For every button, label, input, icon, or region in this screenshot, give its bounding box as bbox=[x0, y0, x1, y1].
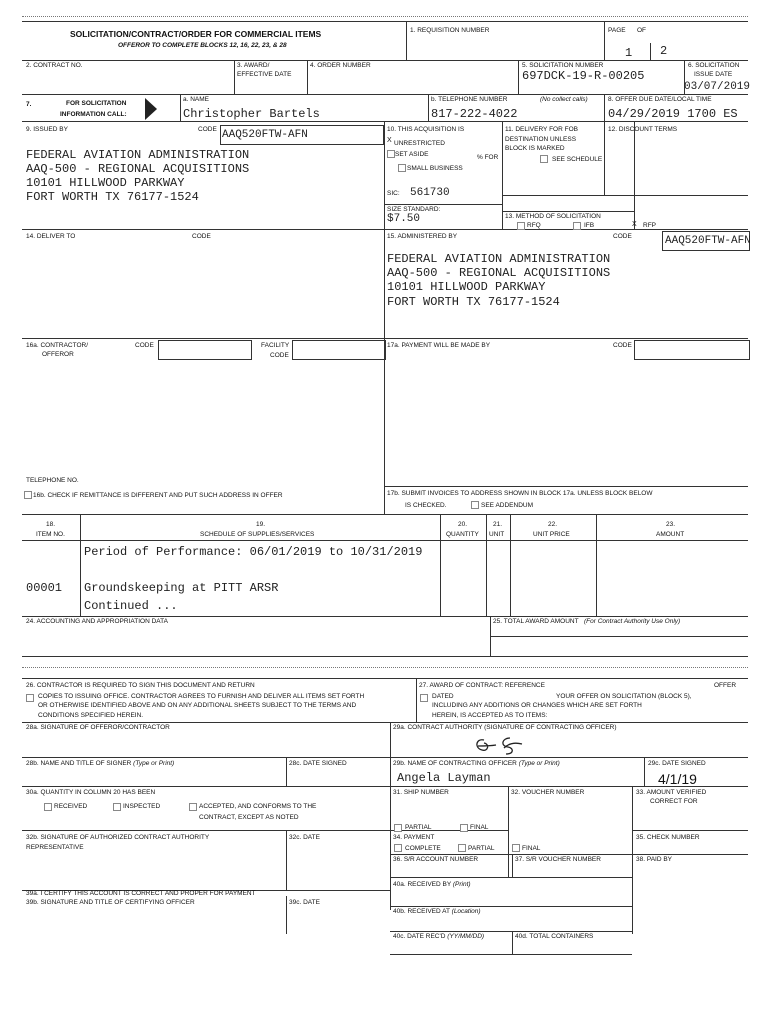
payment-final-label: FINAL bbox=[522, 845, 541, 852]
contractor-sign-label: 26. CONTRACTOR IS REQUIRED TO SIGN THIS DOCUMENT AND RETURN bbox=[26, 682, 255, 689]
col-item-no: ITEM NO. bbox=[36, 531, 65, 538]
of-label: OF bbox=[637, 27, 647, 34]
block27-line-3: HEREIN, IS ACCEPTED AS TO ITEMS: bbox=[432, 712, 548, 719]
col-unit-price-num: 22. bbox=[548, 521, 558, 528]
payment-complete-checkbox[interactable] bbox=[394, 844, 402, 852]
percent-for-label: % FOR bbox=[477, 154, 499, 161]
block26-checkbox[interactable] bbox=[26, 694, 34, 702]
form-subtitle: OFFEROR TO COMPLETE BLOCKS 12, 16, 22, 23, & 28 bbox=[118, 42, 287, 49]
info-call-label-2: INFORMATION CALL: bbox=[60, 111, 127, 118]
administered-code: AAQ520FTW-AFN bbox=[665, 235, 751, 247]
block27-line-2: INCLUDING ANY ADDITIONS OR CHANGES WHICH ARE SET FORTH bbox=[432, 702, 642, 709]
order-number-label: 4. ORDER NUMBER bbox=[310, 62, 371, 69]
ship-final-label: FINAL bbox=[470, 824, 489, 831]
solicitation-number-label: 5. SOLICITATION NUMBER bbox=[522, 62, 604, 69]
administered-address-4: FORT WORTH TX 76177-1524 bbox=[387, 295, 560, 309]
ship-partial-label: PARTIAL bbox=[405, 824, 432, 831]
total-award-label: 25. TOTAL AWARD AMOUNT bbox=[493, 618, 579, 625]
col-schedule-num: 19. bbox=[256, 521, 266, 528]
contractor-label: 16a. CONTRACTOR/ bbox=[26, 342, 89, 349]
method-label: 13. METHOD OF SOLICITATION bbox=[505, 213, 601, 220]
date-signed-value: 4/1/19 bbox=[658, 771, 697, 787]
see-addendum-label: SEE ADDENDUM bbox=[481, 502, 534, 509]
ship-partial-checkbox[interactable] bbox=[394, 824, 402, 832]
submit-invoices-label: 17b. SUBMIT INVOICES TO ADDRESS SHOWN IN BLOCK 17a. UNLESS BLOCK BELOW bbox=[387, 490, 653, 497]
offer-due-value: 04/29/2019 1700 ES bbox=[608, 107, 738, 121]
sic-label: SIC: bbox=[387, 190, 400, 197]
set-aside-label: SET ASIDE bbox=[395, 151, 429, 158]
col-quantity-num: 20. bbox=[458, 521, 468, 528]
accepted-label-2: CONTRACT, EXCEPT AS NOTED bbox=[199, 814, 299, 821]
arrow-right-icon bbox=[145, 98, 157, 120]
block7-number: 7. bbox=[26, 101, 32, 108]
remittance-checkbox[interactable] bbox=[24, 491, 32, 499]
payment-final-checkbox[interactable] bbox=[512, 844, 520, 852]
payment-by-label: 17a. PAYMENT WILL BE MADE BY bbox=[387, 342, 491, 349]
offer-due-label: 8. OFFER DUE DATE/LOCAL TIME bbox=[608, 96, 712, 103]
authorized-signature-label: 32b. SIGNATURE OF AUTHORIZED CONTRACT AUTHORITY bbox=[26, 834, 210, 841]
certifying-officer-label: 39b. SIGNATURE AND TITLE OF CERTIFYING OFFICER bbox=[26, 899, 195, 906]
received-at-label: 40b. RECEIVED AT (Location) bbox=[393, 908, 481, 915]
facility-label: FACILITY bbox=[261, 342, 290, 349]
quantity-col20-label: 30a. QUANTITY IN COLUMN 20 HAS BEEN bbox=[26, 789, 156, 796]
correct-for-label: CORRECT FOR bbox=[650, 798, 698, 805]
col-item-no-num: 18. bbox=[46, 521, 56, 528]
unrestricted-label: UNRESTRICTED bbox=[394, 140, 445, 147]
block26-line-1: COPIES TO ISSUING OFFICE. CONTRACTOR AGREES TO FURNISH AND DELIVER ALL ITEMS SET FORTH bbox=[38, 693, 365, 700]
issued-by-address-3: 10101 HILLWOOD PARKWAY bbox=[26, 176, 185, 190]
date-39c-label: 39c. DATE bbox=[289, 899, 320, 906]
ship-final-checkbox[interactable] bbox=[460, 824, 468, 832]
page-number: 1 bbox=[625, 46, 633, 60]
administered-address-3: 10101 HILLWOOD PARKWAY bbox=[387, 280, 546, 294]
date-signed-29c-label: 29c. DATE SIGNED bbox=[648, 760, 706, 767]
sic-value: 561730 bbox=[410, 187, 450, 199]
offeror-signature-label: 28a. SIGNATURE OF OFFEROR/CONTRACTOR bbox=[26, 724, 170, 731]
info-call-label: FOR SOLICITATION bbox=[66, 100, 127, 107]
telephone-value: 817-222-4022 bbox=[431, 107, 518, 121]
contracting-officer-signature bbox=[470, 734, 530, 758]
certify-label: 39a. I CERTIFY THIS ACCOUNT IS CORRECT AND PROPER FOR PAYMENT bbox=[26, 890, 256, 897]
your-offer-label: YOUR OFFER ON SOLICITATION (BLOCK 5), bbox=[556, 693, 692, 700]
inspected-checkbox[interactable] bbox=[113, 803, 121, 811]
administered-address-1: FEDERAL AVIATION ADMINISTRATION bbox=[387, 252, 611, 266]
rfp-check-mark: X bbox=[632, 221, 637, 228]
col-unit-num: 21. bbox=[493, 521, 503, 528]
deliver-to-label: 14. DELIVER TO bbox=[26, 233, 76, 240]
contract-no-label: 2. CONTRACT NO. bbox=[26, 62, 83, 69]
size-standard-label: SIZE STANDARD: bbox=[387, 206, 441, 213]
ifb-label: IFB bbox=[584, 222, 595, 229]
block27-checkbox[interactable] bbox=[420, 694, 428, 702]
rfp-label: RFP bbox=[643, 222, 656, 229]
date-signed-28c-label: 28c. DATE SIGNED bbox=[289, 760, 347, 767]
representative-label: REPRESENTATIVE bbox=[26, 844, 84, 851]
award-label: 3. AWARD/ bbox=[237, 62, 270, 69]
col-amount-num: 23. bbox=[666, 521, 676, 528]
continued-note: Continued ... bbox=[84, 599, 178, 613]
telephone-no-label: TELEPHONE NO. bbox=[26, 477, 79, 484]
contact-name: Christopher Bartels bbox=[183, 107, 320, 121]
offeror-label: OFFEROR bbox=[42, 351, 74, 358]
deliver-to-code-label: CODE bbox=[192, 233, 211, 240]
check-number-label: 35. CHECK NUMBER bbox=[636, 834, 700, 841]
paid-by-label: 38. PAID BY bbox=[636, 856, 673, 863]
accepted-label: ACCEPTED, AND CONFORMS TO THE bbox=[199, 803, 317, 810]
solicitation-number-value: 697DCK-19-R-00205 bbox=[522, 69, 645, 83]
see-addendum-checkbox[interactable] bbox=[471, 501, 479, 509]
received-by-label: 40a. RECEIVED BY (Print) bbox=[393, 881, 471, 888]
rfq-label: RFQ bbox=[527, 222, 541, 229]
col-schedule: SCHEDULE OF SUPPLIES/SERVICES bbox=[200, 531, 315, 538]
page-total: 2 bbox=[660, 44, 668, 58]
telephone-label: b. TELEPHONE NUMBER bbox=[431, 96, 508, 103]
payment-partial-checkbox[interactable] bbox=[458, 844, 466, 852]
sr-account-label: 36. S/R ACCOUNT NUMBER bbox=[393, 856, 479, 863]
small-business-label: SMALL BUSINESS bbox=[407, 165, 463, 172]
issue-date-label-2: ISSUE DATE bbox=[694, 71, 733, 78]
is-checked-label: IS CHECKED. bbox=[405, 502, 447, 509]
rfq-checkbox[interactable] bbox=[517, 222, 525, 230]
issue-date-value: 03/07/2019 bbox=[684, 81, 751, 93]
administered-by-label: 15. ADMINISTERED BY bbox=[387, 233, 458, 240]
page-label: PAGE bbox=[608, 27, 626, 34]
issue-date-label: 6. SOLICITATION bbox=[688, 62, 740, 69]
contracting-officer-name: Angela Layman bbox=[397, 771, 491, 785]
payment-partial-label: PARTIAL bbox=[468, 845, 495, 852]
discount-terms-label: 12. DISCOUNT TERMS bbox=[608, 126, 678, 133]
size-standard-value: $7.50 bbox=[387, 213, 421, 225]
delivery-fob-label-3: BLOCK IS MARKED bbox=[505, 145, 565, 152]
offer-label: OFFER bbox=[714, 682, 737, 689]
item-description: Groundskeeping at PITT ARSR bbox=[84, 581, 279, 595]
see-schedule-label: SEE SCHEDULE bbox=[552, 156, 603, 163]
issued-by-label: 9. ISSUED BY bbox=[26, 126, 68, 133]
inspected-label: INSPECTED bbox=[123, 803, 161, 810]
col-unit-price: UNIT PRICE bbox=[533, 531, 570, 538]
name-label: a. NAME bbox=[183, 96, 210, 103]
ifb-checkbox[interactable] bbox=[573, 222, 581, 230]
voucher-number-label: 32. VOUCHER NUMBER bbox=[511, 789, 585, 796]
administered-address-2: AAQ-500 - REGIONAL ACQUISITIONS bbox=[387, 266, 611, 280]
col-quantity: QUANTITY bbox=[446, 531, 479, 538]
contracting-officer-label: 29b. NAME OF CONTRACTING OFFICER (Type or Print) bbox=[393, 760, 560, 767]
period-of-performance: Period of Performance: 06/01/2019 to 10/31/2019 bbox=[84, 545, 423, 559]
block26-line-3: CONDITIONS SPECIFIED HEREIN. bbox=[38, 712, 144, 719]
issued-by-address-1: FEDERAL AVIATION ADMINISTRATION bbox=[26, 148, 250, 162]
form-title: SOLICITATION/CONTRACT/ORDER FOR COMMERCIAL ITEMS bbox=[70, 29, 322, 39]
received-label: RECEIVED bbox=[54, 803, 88, 810]
payment-complete-label: COMPLETE bbox=[405, 845, 441, 852]
issued-by-code-label: CODE bbox=[198, 126, 217, 133]
dated-label: DATED bbox=[432, 693, 454, 700]
effective-date-label: EFFECTIVE DATE bbox=[237, 71, 292, 78]
accounting-data-label: 24. ACCOUNTING AND APPROPRIATION DATA bbox=[26, 618, 168, 625]
contractor-code-label: CODE bbox=[135, 342, 154, 349]
remittance-label: 16b. CHECK IF REMITTANCE IS DIFFERENT AND PUT SUCH ADDRESS IN OFFER bbox=[33, 492, 283, 499]
requisition-label: 1. REQUISITION NUMBER bbox=[410, 27, 490, 34]
amount-verified-label: 33. AMOUNT VERIFIED bbox=[636, 789, 707, 796]
total-award-note: (For Contract Authority Use Only) bbox=[584, 618, 681, 625]
administered-code-label: CODE bbox=[613, 233, 632, 240]
no-collect-label: (No collect calls) bbox=[540, 96, 588, 103]
payment-code-label: CODE bbox=[613, 342, 632, 349]
delivery-fob-label: 11. DELIVERY FOR FOB bbox=[505, 126, 578, 133]
award-of-contract-label: 27. AWARD OF CONTRACT: REFERENCE bbox=[419, 682, 545, 689]
block26-line-2: OR OTHERWISE IDENTIFIED ABOVE AND ON ANY ADDITIONAL SHEETS SUBJECT TO THE TERMS AND bbox=[38, 702, 357, 709]
item-number: 00001 bbox=[26, 581, 63, 595]
total-containers-label: 40d. TOTAL CONTAINERS bbox=[515, 933, 594, 940]
acquisition-label: 10. THIS ACQUISITION IS bbox=[387, 126, 465, 133]
accepted-checkbox[interactable] bbox=[189, 803, 197, 811]
issued-by-code: AAQ520FTW-AFN bbox=[222, 129, 308, 141]
date-32c-label: 32c. DATE bbox=[289, 834, 320, 841]
payment-label: 34. PAYMENT bbox=[393, 834, 435, 841]
col-amount: AMOUNT bbox=[656, 531, 685, 538]
unrestricted-check-mark: X bbox=[387, 137, 392, 144]
received-checkbox[interactable] bbox=[44, 803, 52, 811]
issued-by-address-2: AAQ-500 - REGIONAL ACQUISITIONS bbox=[26, 162, 250, 176]
facility-code-label: CODE bbox=[270, 352, 289, 359]
contract-authority-label: 29a. CONTRACT AUTHORITY (SIGNATURE OF CONTRACTING OFFICER) bbox=[393, 724, 617, 731]
date-received-label: 40c. DATE REC'D (YY/MM/DD) bbox=[393, 933, 485, 940]
see-schedule-checkbox[interactable] bbox=[540, 155, 548, 163]
set-aside-checkbox[interactable] bbox=[387, 150, 395, 158]
col-unit: UNIT bbox=[489, 531, 505, 538]
issued-by-address-4: FORT WORTH TX 76177-1524 bbox=[26, 190, 199, 204]
signer-name-label: 28b. NAME AND TITLE OF SIGNER (Type or Print) bbox=[26, 760, 175, 767]
small-business-checkbox[interactable] bbox=[398, 164, 406, 172]
delivery-fob-label-2: DESTINATION UNLESS bbox=[505, 136, 577, 143]
ship-number-label: 31. SHIP NUMBER bbox=[393, 789, 449, 796]
sr-voucher-label: 37. S/R VOUCHER NUMBER bbox=[515, 856, 601, 863]
